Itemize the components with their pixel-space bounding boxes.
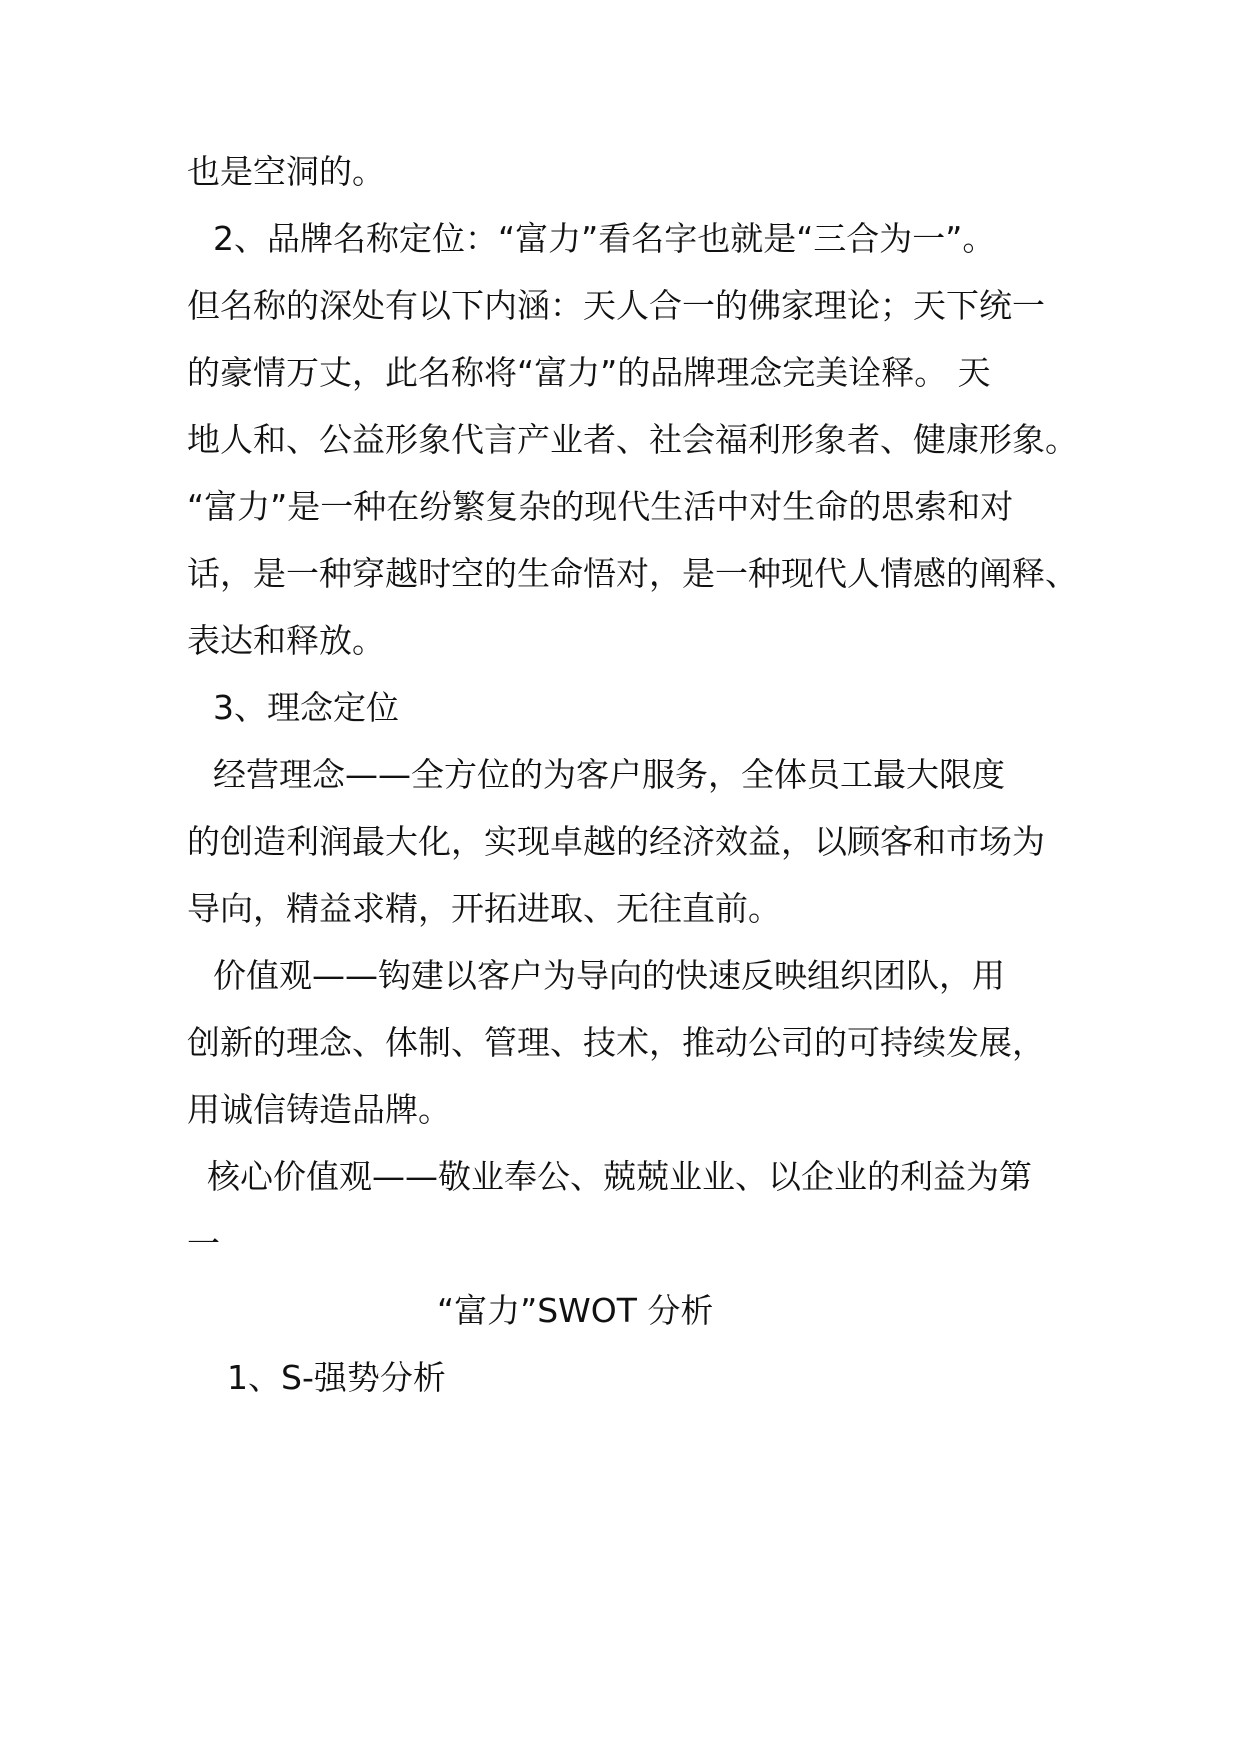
paragraph-line: 话，是一种穿越时空的生命悟对，是一种现代人情感的阐释、 xyxy=(187,554,1078,593)
paragraph-line: 也是空洞的。 xyxy=(187,152,385,191)
paragraph-line: 导向，精益求精，开拓进取、无往直前。 xyxy=(187,889,781,928)
paragraph-line: 的创造利润最大化，实现卓越的经济效益，以顾客和市场为 xyxy=(187,822,1045,861)
paragraph-line: 用诚信铸造品牌。 xyxy=(187,1090,451,1129)
paragraph-line: 3、理念定位 xyxy=(213,688,399,727)
paragraph-line: 一 xyxy=(187,1224,220,1263)
section-title: “富力”SWOT 分析 xyxy=(437,1291,714,1330)
paragraph-line: 经营理念——全方位的为客户服务，全体员工最大限度 xyxy=(213,755,1005,794)
subsection-heading: 1、S-强势分析 xyxy=(227,1358,446,1397)
paragraph-line: 2、品牌名称定位：“富力”看名字也就是“三合为一”。 xyxy=(213,219,996,258)
paragraph-line: 表达和释放。 xyxy=(187,621,385,660)
paragraph-line: 核心价值观——敬业奉公、兢兢业业、以企业的利益为第 xyxy=(207,1157,1032,1196)
paragraph-line: 的豪情万丈，此名称将“富力”的品牌理念完美诠释。 天 xyxy=(187,353,991,392)
paragraph-line: 价值观——钩建以客户为导向的快速反映组织团队，用 xyxy=(213,956,1005,995)
paragraph-line: “富力”是一种在纷繁复杂的现代生活中对生命的思索和对 xyxy=(187,487,1014,526)
paragraph-line: 但名称的深处有以下内涵：天人合一的佛家理论；天下统一 xyxy=(187,286,1045,325)
paragraph-line: 地人和、公益形象代言产业者、社会福利形象者、健康形象。 xyxy=(187,420,1078,459)
paragraph-line: 创新的理念、体制、管理、技术，推动公司的可持续发展， xyxy=(187,1023,1045,1062)
